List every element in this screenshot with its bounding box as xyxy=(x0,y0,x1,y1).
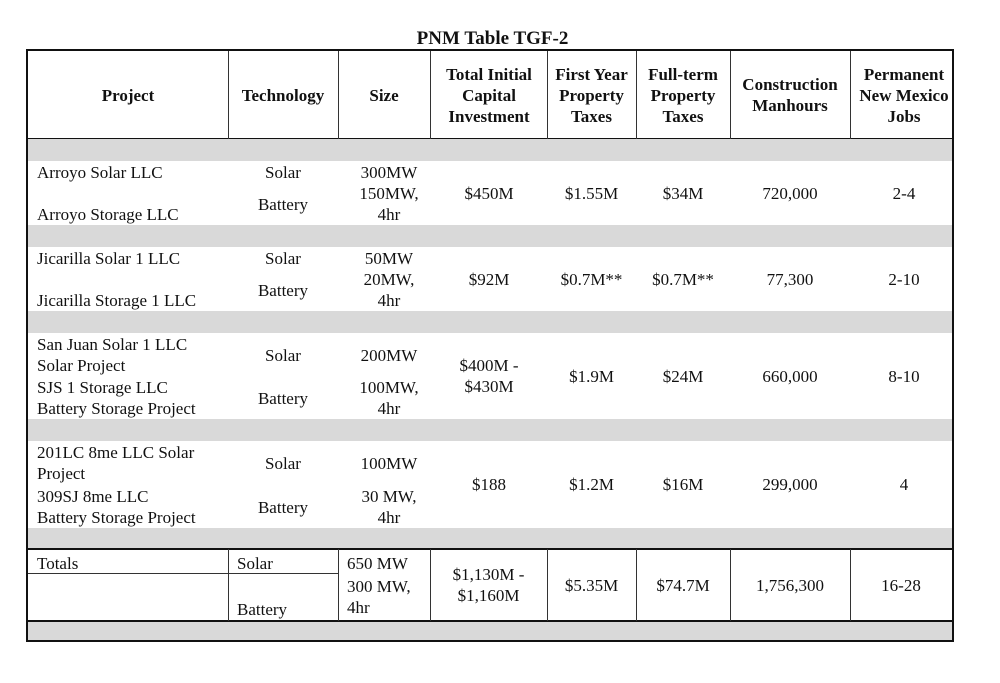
construction-manhours: 1,756,300 xyxy=(756,575,824,595)
size: 4hr xyxy=(377,290,401,310)
project-name: Jicarilla Storage 1 LLC xyxy=(37,290,197,310)
project-name: Battery Storage Project xyxy=(37,507,196,527)
data-table xyxy=(26,49,954,642)
table-title: PNM Table TGF-2 xyxy=(416,28,569,49)
first-year-taxes: $1.2M xyxy=(569,475,614,494)
construction-manhours: 720,000 xyxy=(762,183,818,203)
totals-label: Totals xyxy=(37,553,79,573)
header-first-year-property-taxes: First Year Property Taxes xyxy=(555,64,628,126)
investment: $92M xyxy=(468,269,510,289)
size: 100MW, xyxy=(359,377,419,397)
permanent-jobs: 2-10 xyxy=(888,269,920,289)
project-name: Jicarilla Solar 1 LLC xyxy=(37,248,181,268)
investment: $188 xyxy=(472,475,506,494)
first-year-taxes: $0.7M** xyxy=(560,269,623,289)
header-full-term-property-taxes: Full-term Property Taxes xyxy=(648,64,718,126)
technology: Battery xyxy=(257,280,309,300)
project-name: SJS 1 Storage LLC xyxy=(37,377,168,397)
project-name: 201LC 8me LLC Solar xyxy=(37,442,195,462)
size: 4hr xyxy=(347,597,370,617)
separator-band xyxy=(28,225,952,247)
size: 150MW, xyxy=(359,183,419,203)
project-name: 309SJ 8me LLC xyxy=(37,486,149,506)
size: 4hr xyxy=(377,204,401,224)
project-name: Battery Storage Project xyxy=(37,398,196,418)
technology: Solar xyxy=(265,162,301,182)
size: 4hr xyxy=(377,398,401,418)
separator-band xyxy=(28,139,952,161)
project-name: Arroyo Storage LLC xyxy=(37,204,179,224)
permanent-jobs: 8-10 xyxy=(888,366,920,386)
project-name: Arroyo Solar LLC xyxy=(37,162,163,182)
full-term-taxes: $34M xyxy=(662,183,704,203)
full-term-taxes: $0.7M** xyxy=(652,269,714,289)
header-technology: Technology xyxy=(241,85,325,105)
investment xyxy=(430,549,547,621)
construction-manhours: 299,000 xyxy=(762,475,818,494)
size: 650 MW xyxy=(347,553,408,573)
construction-manhours: 660,000 xyxy=(762,366,818,386)
full-term-taxes: $74.7M xyxy=(656,575,710,595)
permanent-jobs: 4 xyxy=(899,475,909,494)
size: 200MW xyxy=(360,345,418,365)
separator-band xyxy=(28,621,952,640)
first-year-taxes: $5.35M xyxy=(564,575,619,595)
technology: Solar xyxy=(265,248,301,268)
permanent-jobs: 2-4 xyxy=(892,183,916,203)
header-permanent-nm-jobs: Permanent New Mexico Jobs xyxy=(859,64,949,126)
size: 4hr xyxy=(377,507,401,527)
investment xyxy=(436,333,542,419)
investment-line: $1,160M xyxy=(457,586,520,605)
header-size: Size xyxy=(369,85,399,105)
header-construction-manhours: Construction Manhours xyxy=(742,75,838,115)
separator-band xyxy=(28,311,952,333)
full-term-taxes: $16M xyxy=(662,475,704,494)
size: 20MW, xyxy=(363,269,415,289)
project-name: Solar Project xyxy=(37,355,126,375)
investment: $450M xyxy=(464,183,514,203)
separator-band xyxy=(28,419,952,441)
technology: Solar xyxy=(265,345,301,365)
construction-manhours: 77,300 xyxy=(766,269,814,289)
permanent-jobs: 16-28 xyxy=(881,575,921,595)
first-year-taxes: $1.9M xyxy=(569,366,614,386)
first-year-taxes: $1.55M xyxy=(564,183,619,203)
investment-line: $430M xyxy=(464,377,514,396)
project-name: San Juan Solar 1 LLC xyxy=(37,334,188,354)
size: 300MW xyxy=(360,162,418,182)
technology: Battery xyxy=(257,194,309,214)
project-name: Project xyxy=(37,463,86,483)
full-term-taxes: $24M xyxy=(662,366,704,386)
technology: Battery xyxy=(257,388,309,408)
header-project: Project xyxy=(101,85,155,105)
size: 30 MW, xyxy=(361,486,417,506)
size: 300 MW, xyxy=(347,576,411,596)
investment-line: $1,130M - xyxy=(452,565,525,584)
separator-band xyxy=(28,528,952,548)
technology: Battery xyxy=(257,497,309,517)
technology: Solar xyxy=(237,553,273,573)
technology: Solar xyxy=(265,453,301,473)
investment-line: $400M - xyxy=(459,356,519,375)
technology: Battery xyxy=(237,599,288,619)
size: 100MW xyxy=(360,453,418,473)
size: 50MW xyxy=(364,248,414,268)
header-total-initial-capital-investment: Total Initial Capital Investment xyxy=(446,64,532,126)
